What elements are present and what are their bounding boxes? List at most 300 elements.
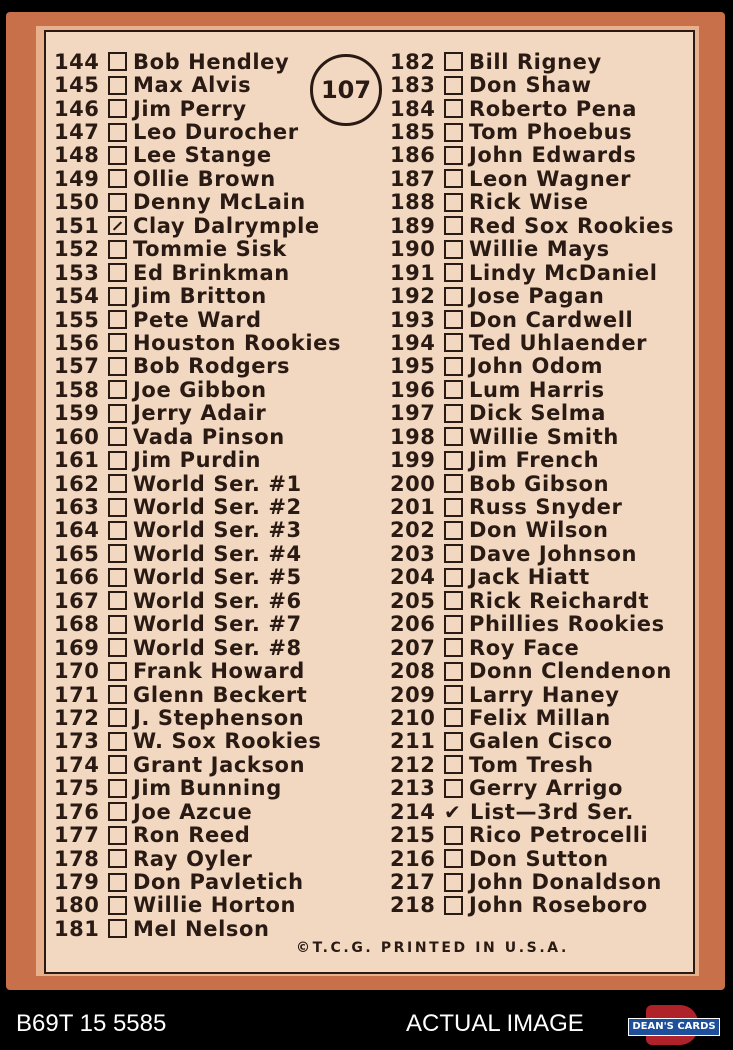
checklist-row xyxy=(54,144,341,167)
card-number: 199 xyxy=(390,448,436,473)
checkbox[interactable] xyxy=(108,216,127,235)
card-number: 152 xyxy=(54,237,100,262)
player-name: Lee Stange xyxy=(133,143,272,168)
checkbox[interactable] xyxy=(444,76,463,95)
checklist-row xyxy=(390,613,674,636)
player-name: Tom Tresh xyxy=(469,752,594,777)
card-number: 173 xyxy=(54,729,100,754)
player-name: Leo Durocher xyxy=(133,120,299,145)
player-name: Ollie Brown xyxy=(133,166,276,191)
player-name: Don Pavletich xyxy=(133,870,304,895)
checklist-row xyxy=(54,448,341,471)
player-name: Bob Rodgers xyxy=(133,354,291,379)
checkbox[interactable] xyxy=(444,732,463,751)
checklist-row xyxy=(390,472,674,495)
checklist-row xyxy=(54,519,341,542)
card-number: 208 xyxy=(390,659,436,684)
checkbox[interactable] xyxy=(108,568,127,587)
player-name: Dave Johnson xyxy=(469,541,638,566)
checkbox[interactable] xyxy=(444,380,463,399)
checkbox[interactable] xyxy=(444,591,463,610)
player-name: Jim French xyxy=(469,448,600,473)
card-number: 161 xyxy=(54,448,100,473)
checklist-row xyxy=(390,214,674,237)
player-name: John Odom xyxy=(469,354,604,379)
player-name: Roy Face xyxy=(469,635,580,660)
player-name: Rick Wise xyxy=(469,190,589,215)
checkbox[interactable] xyxy=(444,216,463,235)
checkbox[interactable] xyxy=(444,451,463,470)
checkbox[interactable] xyxy=(108,685,127,704)
checklist-row xyxy=(390,777,674,800)
player-name: Ron Reed xyxy=(133,823,251,848)
player-name: Dick Selma xyxy=(469,401,606,426)
card-number: 167 xyxy=(54,588,100,613)
card-number: 165 xyxy=(54,541,100,566)
player-name: World Ser. #7 xyxy=(133,612,302,637)
card-number: 164 xyxy=(54,518,100,543)
card-number: 180 xyxy=(54,893,100,918)
checkbox[interactable] xyxy=(108,333,127,352)
card-number: 198 xyxy=(390,424,436,449)
checkbox[interactable] xyxy=(444,779,463,798)
card-number: 185 xyxy=(390,120,436,145)
inventory-code: B69T 15 5585 xyxy=(16,1010,167,1037)
checkbox[interactable] xyxy=(108,732,127,751)
player-name: Clay Dalrymple xyxy=(133,213,320,238)
checklist-row xyxy=(54,284,341,307)
checklist-row xyxy=(54,120,341,143)
card-number: 193 xyxy=(390,307,436,332)
checkbox[interactable] xyxy=(444,427,463,446)
checklist-row xyxy=(390,167,674,190)
player-name: Ed Brinkman xyxy=(133,260,290,285)
checkbox[interactable] xyxy=(108,193,127,212)
checklist-row xyxy=(54,870,341,893)
checkbox[interactable] xyxy=(108,123,127,142)
card-number: 158 xyxy=(54,377,100,402)
checkbox[interactable] xyxy=(108,474,127,493)
card-number: 183 xyxy=(390,73,436,98)
card-number: 192 xyxy=(390,284,436,309)
checkbox[interactable] xyxy=(444,310,463,329)
card-number: 168 xyxy=(54,612,100,637)
checklist-row xyxy=(54,730,341,753)
card-number: 178 xyxy=(54,846,100,871)
checklist-row xyxy=(54,917,341,940)
card-number: 195 xyxy=(390,354,436,379)
checklist-row xyxy=(390,191,674,214)
card-number: 169 xyxy=(54,635,100,660)
player-name: World Ser. #4 xyxy=(133,541,302,566)
checkbox[interactable] xyxy=(108,404,127,423)
player-name: Bob Gibson xyxy=(469,471,610,496)
checkbox[interactable] xyxy=(108,427,127,446)
checkbox[interactable] xyxy=(108,263,127,282)
card-number: 156 xyxy=(54,330,100,355)
checklist-row xyxy=(54,73,341,96)
card-number: 204 xyxy=(390,565,436,590)
card-number: 188 xyxy=(390,190,436,215)
checklist-row xyxy=(390,730,674,753)
checklist-row xyxy=(390,589,674,612)
card-number: 182 xyxy=(390,49,436,74)
checkbox[interactable] xyxy=(108,240,127,259)
player-name: Tom Phoebus xyxy=(469,120,633,145)
player-name: Don Wilson xyxy=(469,518,609,543)
player-name: Frank Howard xyxy=(133,659,305,684)
player-name: Willie Smith xyxy=(469,424,619,449)
checklist-row xyxy=(390,261,674,284)
checklist-row xyxy=(390,425,674,448)
card-number: 189 xyxy=(390,213,436,238)
checkbox[interactable] xyxy=(108,755,127,774)
player-name: W. Sox Rookies xyxy=(133,729,322,754)
checklist-row xyxy=(54,50,341,73)
player-name: Lindy McDaniel xyxy=(469,260,658,285)
card-number: 174 xyxy=(54,752,100,777)
card-number: 155 xyxy=(54,307,100,332)
player-name: Vada Pinson xyxy=(133,424,285,449)
checklist-row xyxy=(390,448,674,471)
checkbox[interactable] xyxy=(108,52,127,71)
checklist-row xyxy=(390,542,674,565)
card-number: 196 xyxy=(390,377,436,402)
checklist-row xyxy=(54,589,341,612)
checklist-row xyxy=(54,238,341,261)
player-name: Jerry Adair xyxy=(133,401,267,426)
checkbox[interactable] xyxy=(108,873,127,892)
checkbox[interactable] xyxy=(444,638,463,657)
card-number: 207 xyxy=(390,635,436,660)
checklist-row xyxy=(54,753,341,776)
card-number: 187 xyxy=(390,166,436,191)
checklist-row xyxy=(390,50,674,73)
checkbox[interactable] xyxy=(444,193,463,212)
checklist-row xyxy=(390,683,674,706)
checkbox[interactable] xyxy=(444,544,463,563)
card-number: 215 xyxy=(390,823,436,848)
player-name: Leon Wagner xyxy=(469,166,632,191)
checklist-row xyxy=(54,261,341,284)
card-number: 212 xyxy=(390,752,436,777)
card-number: 146 xyxy=(54,96,100,121)
card-number: 145 xyxy=(54,73,100,98)
checkbox[interactable] xyxy=(444,755,463,774)
checkbox[interactable] xyxy=(444,357,463,376)
checklist-row xyxy=(54,191,341,214)
checklist-row xyxy=(390,800,674,823)
checkbox[interactable] xyxy=(444,263,463,282)
player-name: Galen Cisco xyxy=(469,729,613,754)
card-number: 144 xyxy=(54,49,100,74)
player-name: Jim Purdin xyxy=(133,448,262,473)
checklist-row xyxy=(54,847,341,870)
checklist-row xyxy=(390,495,674,518)
checkbox[interactable] xyxy=(444,333,463,352)
player-name: Rico Petrocelli xyxy=(469,823,649,848)
player-name: World Ser. #6 xyxy=(133,588,302,613)
card-number: 151 xyxy=(54,213,100,238)
checklist-row xyxy=(54,659,341,682)
card-number: 186 xyxy=(390,143,436,168)
checklist-row xyxy=(390,120,674,143)
checklist-row xyxy=(390,284,674,307)
card-number: 172 xyxy=(54,705,100,730)
card-number: 200 xyxy=(390,471,436,496)
checkbox[interactable] xyxy=(444,474,463,493)
checkbox[interactable] xyxy=(444,498,463,517)
checkbox[interactable] xyxy=(108,380,127,399)
checkbox[interactable] xyxy=(444,99,463,118)
player-name: John Donaldson xyxy=(469,870,662,895)
card-number: 211 xyxy=(390,729,436,754)
card-number: 197 xyxy=(390,401,436,426)
checkbox[interactable] xyxy=(444,826,463,845)
player-name: Joe Gibbon xyxy=(133,377,267,402)
card-number: 148 xyxy=(54,143,100,168)
player-name: John Roseboro xyxy=(469,893,648,918)
player-name: Max Alvis xyxy=(133,73,252,98)
logo-text: DEAN'S CARDS xyxy=(628,1018,720,1036)
player-name: Glenn Beckert xyxy=(133,682,308,707)
checklist-row xyxy=(390,402,674,425)
checklist-row xyxy=(54,777,341,800)
checklist-row xyxy=(390,870,674,893)
card-number: 206 xyxy=(390,612,436,637)
player-name: Joe Azcue xyxy=(133,799,253,824)
checklist-row xyxy=(390,144,674,167)
checkbox[interactable] xyxy=(108,662,127,681)
player-name: Willie Mays xyxy=(469,237,610,262)
player-name: Grant Jackson xyxy=(133,752,306,777)
checkbox[interactable] xyxy=(444,521,463,540)
player-name: Red Sox Rookies xyxy=(469,213,675,238)
player-name: World Ser. #2 xyxy=(133,495,302,520)
checklist-row xyxy=(54,683,341,706)
card-number: 218 xyxy=(390,893,436,918)
checkbox[interactable] xyxy=(108,357,127,376)
checklist-row xyxy=(54,425,341,448)
player-name: John Edwards xyxy=(469,143,637,168)
checkbox[interactable] xyxy=(108,615,127,634)
card-number: 177 xyxy=(54,823,100,848)
checklist-row xyxy=(54,823,341,846)
checkbox[interactable] xyxy=(108,99,127,118)
card-number: 162 xyxy=(54,471,100,496)
player-name: Roberto Pena xyxy=(469,96,637,121)
player-name: World Ser. #5 xyxy=(133,565,302,590)
checkbox[interactable] xyxy=(444,615,463,634)
checklist-row xyxy=(54,636,341,659)
player-name: Don Sutton xyxy=(469,846,609,871)
player-name: Jim Bunning xyxy=(133,776,282,801)
checklist-row xyxy=(54,800,341,823)
checklist-row xyxy=(390,706,674,729)
checkbox[interactable] xyxy=(108,779,127,798)
checkbox[interactable] xyxy=(108,708,127,727)
checklist-row xyxy=(390,238,674,261)
checkbox[interactable] xyxy=(444,123,463,142)
player-name: Jim Britton xyxy=(133,284,267,309)
checklist-row xyxy=(54,167,341,190)
player-name: Russ Snyder xyxy=(469,495,623,520)
checkbox[interactable] xyxy=(108,76,127,95)
checkbox[interactable] xyxy=(108,826,127,845)
checklist-row xyxy=(54,472,341,495)
checkbox[interactable] xyxy=(108,591,127,610)
player-name: World Ser. #3 xyxy=(133,518,302,543)
checkbox[interactable] xyxy=(108,498,127,517)
card-number: 159 xyxy=(54,401,100,426)
player-name: Ted Uhlaender xyxy=(469,330,648,355)
player-name: Lum Harris xyxy=(469,377,605,402)
checklist-row xyxy=(54,894,341,917)
card-number: 209 xyxy=(390,682,436,707)
checkbox[interactable] xyxy=(108,287,127,306)
player-name: J. Stephenson xyxy=(133,705,305,730)
card-number: 202 xyxy=(390,518,436,543)
card-number: 205 xyxy=(390,588,436,613)
player-name: Rick Reichardt xyxy=(469,588,650,613)
checkbox[interactable] xyxy=(108,919,127,938)
card-number: 175 xyxy=(54,776,100,801)
player-name: World Ser. #1 xyxy=(133,471,302,496)
checkbox[interactable] xyxy=(108,896,127,915)
checklist-row xyxy=(390,355,674,378)
card-number: 190 xyxy=(390,237,436,262)
checklist-row xyxy=(390,519,674,542)
card-number: 216 xyxy=(390,846,436,871)
checkbox[interactable] xyxy=(108,521,127,540)
checklist-row xyxy=(390,566,674,589)
player-name: List—3rd Ser. xyxy=(470,799,634,824)
checklist-row xyxy=(54,214,341,237)
checklist-row xyxy=(390,73,674,96)
player-name: Gerry Arrigo xyxy=(469,776,624,801)
checkbox[interactable] xyxy=(444,662,463,681)
checkbox[interactable] xyxy=(108,169,127,188)
card-number: 179 xyxy=(54,870,100,895)
checklist-row xyxy=(390,378,674,401)
checklist-row xyxy=(390,308,674,331)
card-number: 194 xyxy=(390,330,436,355)
card-number: 171 xyxy=(54,682,100,707)
checkbox[interactable] xyxy=(108,146,127,165)
checkbox[interactable] xyxy=(444,169,463,188)
checkbox[interactable] xyxy=(444,404,463,423)
card-number: 203 xyxy=(390,541,436,566)
player-name: World Ser. #8 xyxy=(133,635,302,660)
player-name: Pete Ward xyxy=(133,307,262,332)
checklist-row xyxy=(390,659,674,682)
checkbox[interactable] xyxy=(444,685,463,704)
checklist-row xyxy=(390,847,674,870)
player-name: Bob Hendley xyxy=(133,49,290,74)
checkbox[interactable] xyxy=(108,451,127,470)
deans-cards-logo xyxy=(628,1005,718,1045)
card-number: 184 xyxy=(390,96,436,121)
player-name: Bill Rigney xyxy=(469,49,602,74)
checkbox[interactable] xyxy=(444,873,463,892)
card-number: 150 xyxy=(54,190,100,215)
card-number: 210 xyxy=(390,705,436,730)
checklist-row xyxy=(54,542,341,565)
checkbox[interactable] xyxy=(108,638,127,657)
player-name: Denny McLain xyxy=(133,190,306,215)
player-name: Don Shaw xyxy=(469,73,592,98)
checkbox[interactable] xyxy=(108,802,127,821)
checklist-row xyxy=(390,331,674,354)
checklist-row xyxy=(54,495,341,518)
checkbox[interactable] xyxy=(444,708,463,727)
card-number: 154 xyxy=(54,284,100,309)
checklist-row xyxy=(390,894,674,917)
card-number: 214 xyxy=(390,799,436,824)
checkbox[interactable] xyxy=(444,240,463,259)
card-number: 160 xyxy=(54,424,100,449)
player-name: Ray Oyler xyxy=(133,846,253,871)
left-column xyxy=(54,50,341,941)
checkbox[interactable] xyxy=(108,849,127,868)
card-number: 166 xyxy=(54,565,100,590)
checkbox[interactable] xyxy=(444,896,463,915)
checklist-row xyxy=(54,308,341,331)
player-name: Donn Clendenon xyxy=(469,659,672,684)
card-number: 213 xyxy=(390,776,436,801)
checkbox[interactable] xyxy=(444,146,463,165)
checklist-row xyxy=(54,331,341,354)
player-name: Phillies Rookies xyxy=(469,612,665,637)
actual-image-label: ACTUAL IMAGE xyxy=(406,1010,584,1037)
card-number: 201 xyxy=(390,495,436,520)
card-number: 147 xyxy=(54,120,100,145)
card-number-badge: 107 xyxy=(310,54,382,126)
player-name: Felix Millan xyxy=(469,705,611,730)
player-name: Tommie Sisk xyxy=(133,237,287,262)
card-number: 191 xyxy=(390,260,436,285)
checkmark-icon: ✔ xyxy=(444,799,461,824)
checklist-row xyxy=(54,97,341,120)
player-name: Houston Rookies xyxy=(133,330,342,355)
player-name: Jack Hiatt xyxy=(469,565,590,590)
checkbox[interactable] xyxy=(444,568,463,587)
checkbox[interactable] xyxy=(444,849,463,868)
card-number: 153 xyxy=(54,260,100,285)
checklist-row xyxy=(54,378,341,401)
card-number: 176 xyxy=(54,799,100,824)
checklist-row xyxy=(54,706,341,729)
copyright-footer: ©T.C.G. PRINTED IN U.S.A. xyxy=(296,940,569,956)
checklist-row xyxy=(54,355,341,378)
card-number: 163 xyxy=(54,495,100,520)
checkbox[interactable] xyxy=(444,52,463,71)
checklist-row xyxy=(390,636,674,659)
card-number: 170 xyxy=(54,659,100,684)
checklist-row xyxy=(390,97,674,120)
checklist-row xyxy=(54,566,341,589)
player-name: Jose Pagan xyxy=(469,284,605,309)
checklist-row xyxy=(390,753,674,776)
checklist-row xyxy=(54,402,341,425)
checkbox[interactable] xyxy=(444,287,463,306)
player-name: Larry Haney xyxy=(469,682,620,707)
card-number: 149 xyxy=(54,166,100,191)
checkbox[interactable] xyxy=(108,310,127,329)
card-number: 181 xyxy=(54,916,100,941)
checkbox[interactable] xyxy=(108,544,127,563)
card-number: 217 xyxy=(390,870,436,895)
